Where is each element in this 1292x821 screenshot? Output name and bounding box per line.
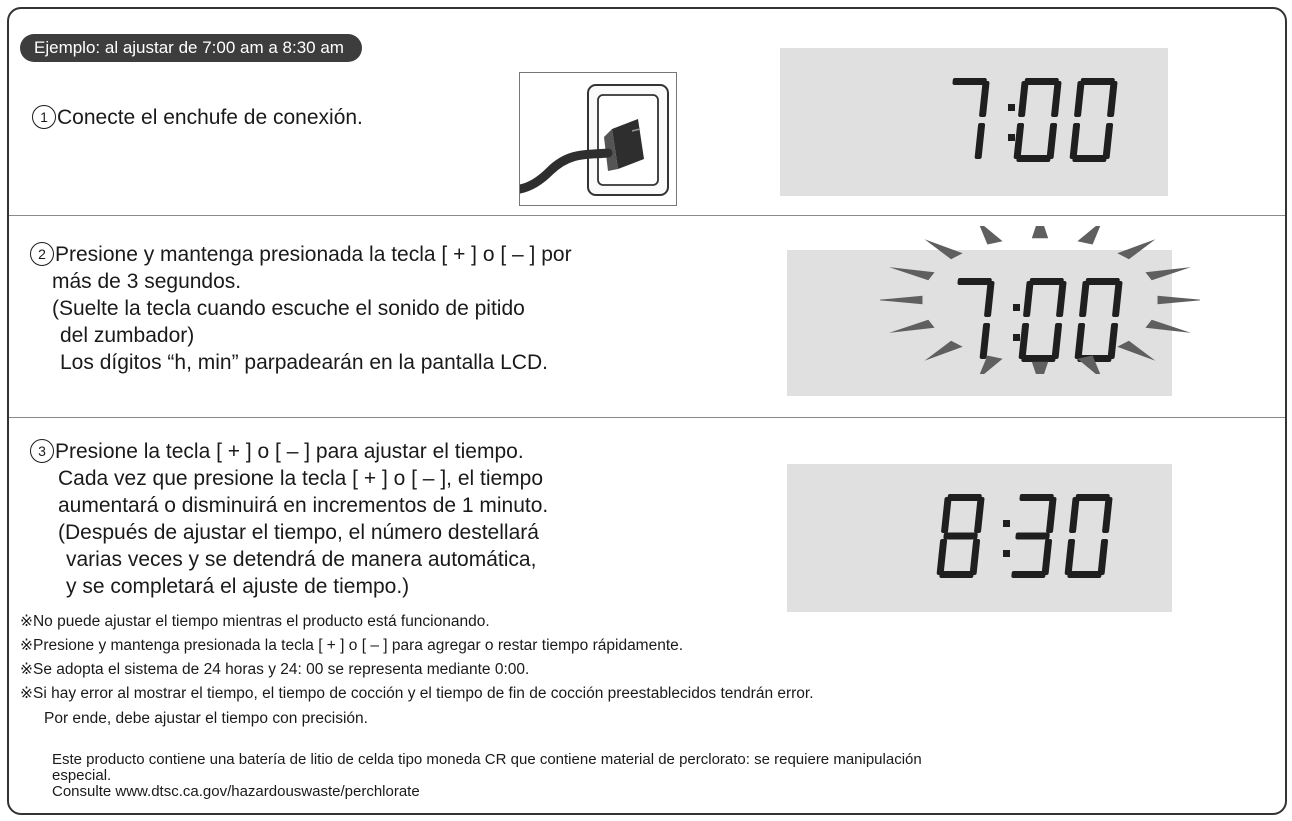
ray-mark: [925, 239, 963, 259]
note-4-continued: Por ende, debe ajustar el tiempo con precisión.: [44, 710, 368, 727]
lcd-display-3: [787, 464, 1172, 612]
ray-mark: [925, 341, 963, 361]
ray-mark: [889, 320, 935, 333]
ray-mark: [1117, 341, 1155, 361]
section-divider: [9, 417, 1285, 418]
note-4: ※Si hay error al mostrar el tiempo, el tiempo de cocción y el tiempo de fin de cocción preestablecidos tendrán error.: [20, 685, 814, 702]
blinking-rays-icon: [880, 226, 1200, 374]
step-3-text: 3 Presione la tecla [ + ] o [ – ] para ajustar el tiempo. Cada vez que presione la tecla [ + ] o [ – ], el tiempo aumentará o disminuirá en incrementos de 1 minuto. (Después de ajustar el tiempo, el número destellará varias veces y se detendrá de manera automática, y se completará el ajuste de tiempo.): [30, 438, 548, 600]
ray-mark: [1158, 296, 1201, 305]
plug-illustration: [519, 72, 677, 206]
step-2-text: 2 Presione y mantenga presionada la tecla [ + ] o [ – ] por más de 3 segundos. (Suelte la tecla cuando escuche el sonido de pitido del zumbador) Los dígitos “h, min” parpadearán en la pantalla LCD.: [30, 241, 572, 376]
note-2: ※Presione y mantenga presionada la tecla [ + ] o [ – ] para agregar o restar tiempo rápidamente.: [20, 637, 684, 654]
example-tag: Ejemplo: al ajustar de 7:00 am a 8:30 am: [20, 34, 362, 62]
ray-mark: [1032, 226, 1048, 238]
step-1-text: 1 Conecte el enchufe de conexión.: [32, 104, 363, 131]
step-1-number: 1: [32, 105, 56, 129]
ray-mark: [889, 267, 935, 280]
lcd-display-1: [780, 48, 1168, 196]
step-2-number: 2: [30, 242, 54, 266]
ray-mark: [1145, 320, 1191, 333]
battery-warning-line-2: especial.: [52, 767, 112, 784]
ray-mark: [1032, 362, 1048, 374]
battery-warning: [52, 752, 1252, 800]
battery-warning-line-3: Consulte www.dtsc.ca.gov/hazardouswaste/perchlorate: [52, 783, 420, 800]
battery-warning-line-1: Este producto contiene una batería de litio de celda tipo moneda CR que contiene material de perclorato: se requiere manipulación: [52, 751, 922, 768]
note-1: ※No puede ajustar el tiempo mientras el producto está funcionando.: [20, 613, 490, 630]
section-divider: [9, 215, 1285, 216]
ray-mark: [1117, 239, 1155, 259]
note-3: ※Se adopta el sistema de 24 horas y 24: 00 se representa mediante 0:00.: [20, 661, 530, 678]
power-plug-in-outlet-icon: [520, 73, 676, 205]
ray-mark: [1145, 267, 1191, 280]
ray-mark: [978, 226, 1003, 245]
ray-mark: [1077, 356, 1102, 375]
step-3-number: 3: [30, 439, 54, 463]
ray-mark: [880, 296, 923, 305]
ray-mark: [978, 356, 1003, 375]
ray-mark: [1077, 226, 1102, 245]
